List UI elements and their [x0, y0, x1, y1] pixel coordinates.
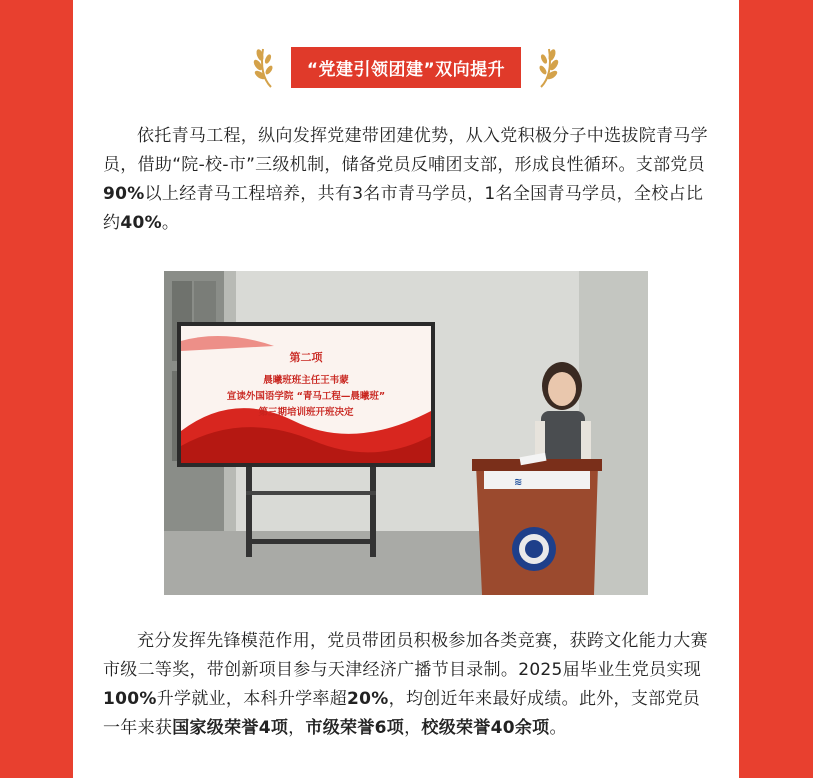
screen-line-2: 晨曦班班主任王韦蒙: [263, 375, 349, 386]
section-heading: [73, 44, 739, 90]
screen-line-3: 宣读外国语学院 “青马工程—晨曦班”: [226, 391, 386, 402]
text-span: ，: [404, 718, 422, 738]
highlight-city-honors: 市级荣誉6项: [305, 718, 405, 738]
text-span: 依托青马工程，纵向发挥党建带团建优势，从入党积极分子中选拔院青马学员，借助“院-校-市”三级机制，储备党员反哺团支部，形成良性循环。支部党员: [103, 126, 708, 175]
highlight-40-percent: 40%: [120, 213, 162, 233]
text-span: 以上经青马工程培养，共有3名市青马学员，1名全国青马学员，全校占比约: [103, 184, 704, 233]
paragraph-qingma: [103, 122, 715, 238]
svg-text:≋: ≋: [514, 477, 523, 488]
highlight-national-honors: 国家级荣誉4项: [172, 718, 289, 738]
text-span: 。: [549, 718, 567, 738]
highlight-20-percent: 20%: [347, 689, 389, 709]
paragraph-achievements: [103, 627, 715, 743]
event-photo-scene: [164, 271, 648, 595]
highlight-90-percent: 90%: [103, 184, 145, 204]
screen-line-1: 第二项: [289, 351, 323, 364]
highlight-school-honors: 校级荣誉40余项: [421, 718, 550, 738]
right-laurel-icon: [535, 45, 561, 89]
text-span: 。: [161, 213, 180, 233]
event-photo: [164, 271, 648, 595]
highlight-100-percent: 100%: [103, 689, 157, 709]
left-laurel-icon: [251, 45, 277, 89]
section-heading-label: “党建引领团建”双向提升: [291, 47, 521, 88]
screen-line-4: 第三期培训班开班决定: [258, 407, 354, 418]
article-page: [73, 0, 739, 778]
text-span: ，: [288, 718, 306, 738]
text-span: ，均创近年来最好成绩。此外，支部党员一年来获: [103, 689, 701, 738]
text-span: 升学就业，本科升学率超: [156, 689, 348, 709]
text-span: 充分发挥先锋模范作用，党员带团员积极参加各类竞赛，获跨文化能力大赛市级二等奖，带创新项目参与天津经济广播节目录制。2025届毕业生党员实现: [103, 631, 708, 680]
